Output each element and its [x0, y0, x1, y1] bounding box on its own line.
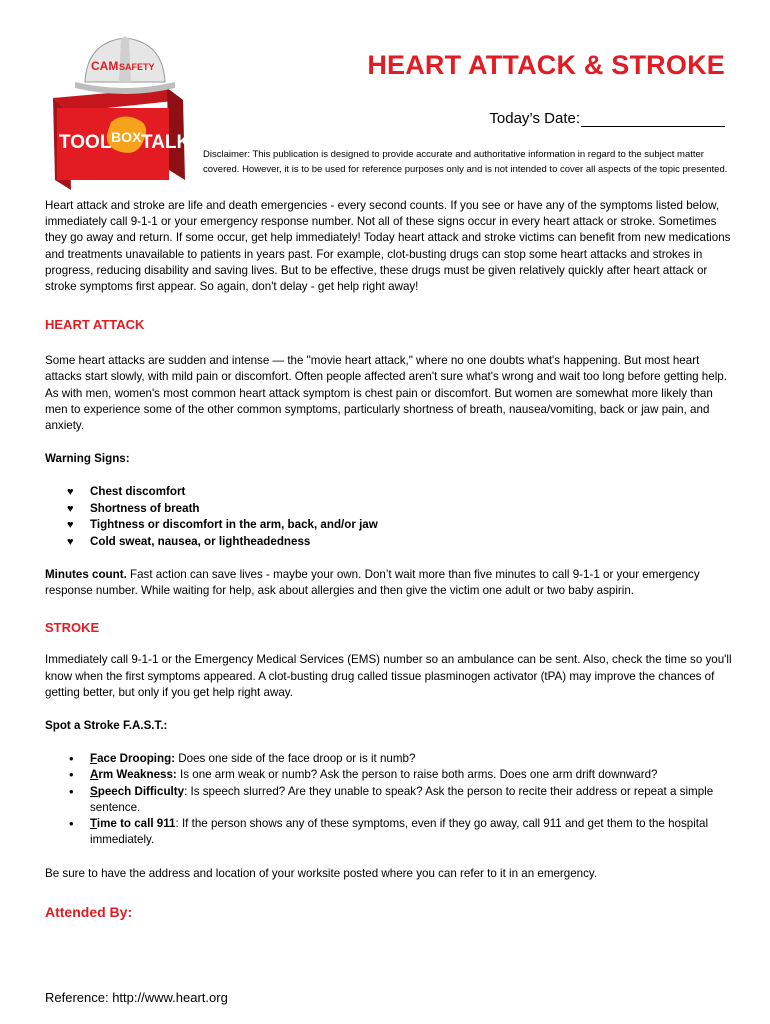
- todays-date-label: Today’s Date:: [489, 110, 580, 127]
- heart-attack-paragraph: Some heart attacks are sudden and intense — the "movie heart attack," where no one doubts what's happening. But most heart attacks start slowly, with mild pain or discomfort. Often people affected aren't sure what's wrong and wait too long before getting help. As with men, women's most common heart attack symptom is chest pain or discomfort. But women are somewhat more likely than men to experience some of the other common symptoms, particularly shortness of breath, nausea/vomiting, back or jaw pain, and anxiety.: [45, 354, 727, 433]
- minutes-count-paragraph: Minutes count. Fast action can save lives - maybe your own. Don’t wait more than five minutes to call 9-1-1 or your emergency response number. While waiting for help, ask about allergies and then give the victim one adult or two baby aspirin.: [45, 568, 700, 598]
- minutes-count-label: Minutes count.: [45, 568, 127, 582]
- logo-word-box: BOX: [111, 129, 142, 145]
- reference-link: Reference: http://www.heart.org: [45, 990, 228, 1005]
- bullet-icon: •: [69, 816, 74, 832]
- list-item: ♥ Shortness of breath: [45, 501, 735, 517]
- warning-signs-label: Warning Signs:: [45, 452, 130, 466]
- document-body: [45, 198, 735, 920]
- todays-date-row: [489, 110, 725, 127]
- bullet-icon: •: [69, 767, 74, 783]
- page-title: HEART ATTACK & STROKE: [367, 50, 725, 80]
- logo-brand-cam: CAM: [91, 59, 119, 73]
- bullet-icon: •: [69, 751, 74, 767]
- heart-bullet-icon: ♥: [67, 535, 74, 548]
- stroke-heading: STROKE: [45, 620, 100, 636]
- logo-word-talk: TALK: [141, 132, 191, 153]
- list-item: • Speech Difficulty: Is speech slurred? Are they unable to speak? Ask the person to recite their address or repeat a simple sentence.: [69, 783, 714, 814]
- heart-bullet-icon: ♥: [67, 502, 74, 515]
- fast-label: Spot a Stroke F.A.S.T.:: [45, 719, 168, 733]
- heart-attack-heading: HEART ATTACK: [45, 317, 145, 333]
- todays-date-blank[interactable]: [581, 111, 725, 127]
- bullet-icon: •: [69, 783, 74, 799]
- worksite-note: Be sure to have the address and location of your worksite posted where you can refer to it in an emergency.: [45, 866, 598, 880]
- fast-list: [45, 751, 735, 848]
- cam-safety-toolbox-talk-logo: [45, 30, 195, 190]
- logo-word-tool: TOOL: [59, 132, 112, 153]
- heart-bullet-icon: ♥: [67, 519, 74, 532]
- list-item: ♥ Chest discomfort: [45, 484, 735, 500]
- list-item: • Arm Weakness: Is one arm weak or numb? Ask the person to raise both arms. Does one arm drift downward?: [69, 767, 658, 783]
- intro-paragraph: Heart attack and stroke are life and death emergencies - every second counts. If you see or have any of the symptoms listed below, immediately call 9-1-1 or your emergency response number. Not all of these signs occur in every heart attack or stroke. Sometimes they go away and return. If some occur, get help immediately! Today heart attack and stroke victims can benefit from new medications and treatments unavailable to patients in years past. For example, clot-busting drugs can stop some heart attacks and strokes in progress, reducing disability and saving lives. But to be effective, these drugs must be given relatively quickly after heart attack or stroke symptoms first appear. So again, don't delay - get help right away!: [45, 199, 731, 294]
- list-item: ♥ Tightness or discomfort in the arm, back, and/or jaw: [45, 517, 735, 533]
- stroke-paragraph: Immediately call 9-1-1 or the Emergency Medical Services (EMS) number so an ambulance can be sent. Also, check the time so you'll know when the first symptoms appeared. A clot-busting drug called tissue plasminogen activator (tPA) may improve the chances of getting better, but only if you get help right away.: [45, 653, 732, 699]
- list-item: • Time to call 911: If the person shows any of these symptoms, even if they go away, call 911 and get them to the hospital immediately.: [69, 816, 709, 847]
- warning-signs-list: [45, 484, 735, 550]
- list-item: • Face Drooping: Does one side of the face droop or is it numb?: [69, 751, 416, 767]
- attended-by-label: Attended By:: [45, 903, 133, 920]
- disclaimer: Disclaimer: This publication is designed to provide accurate and authoritative information in regard to the subject matter covered. However, it is to be used for reference purposes only and is not intended to cover all aspects of the topic presented.: [203, 149, 728, 175]
- heart-bullet-icon: ♥: [67, 486, 74, 499]
- list-item: ♥ Cold sweat, nausea, or lightheadedness: [45, 534, 735, 550]
- logo-brand-safety: SAFETY: [119, 62, 155, 72]
